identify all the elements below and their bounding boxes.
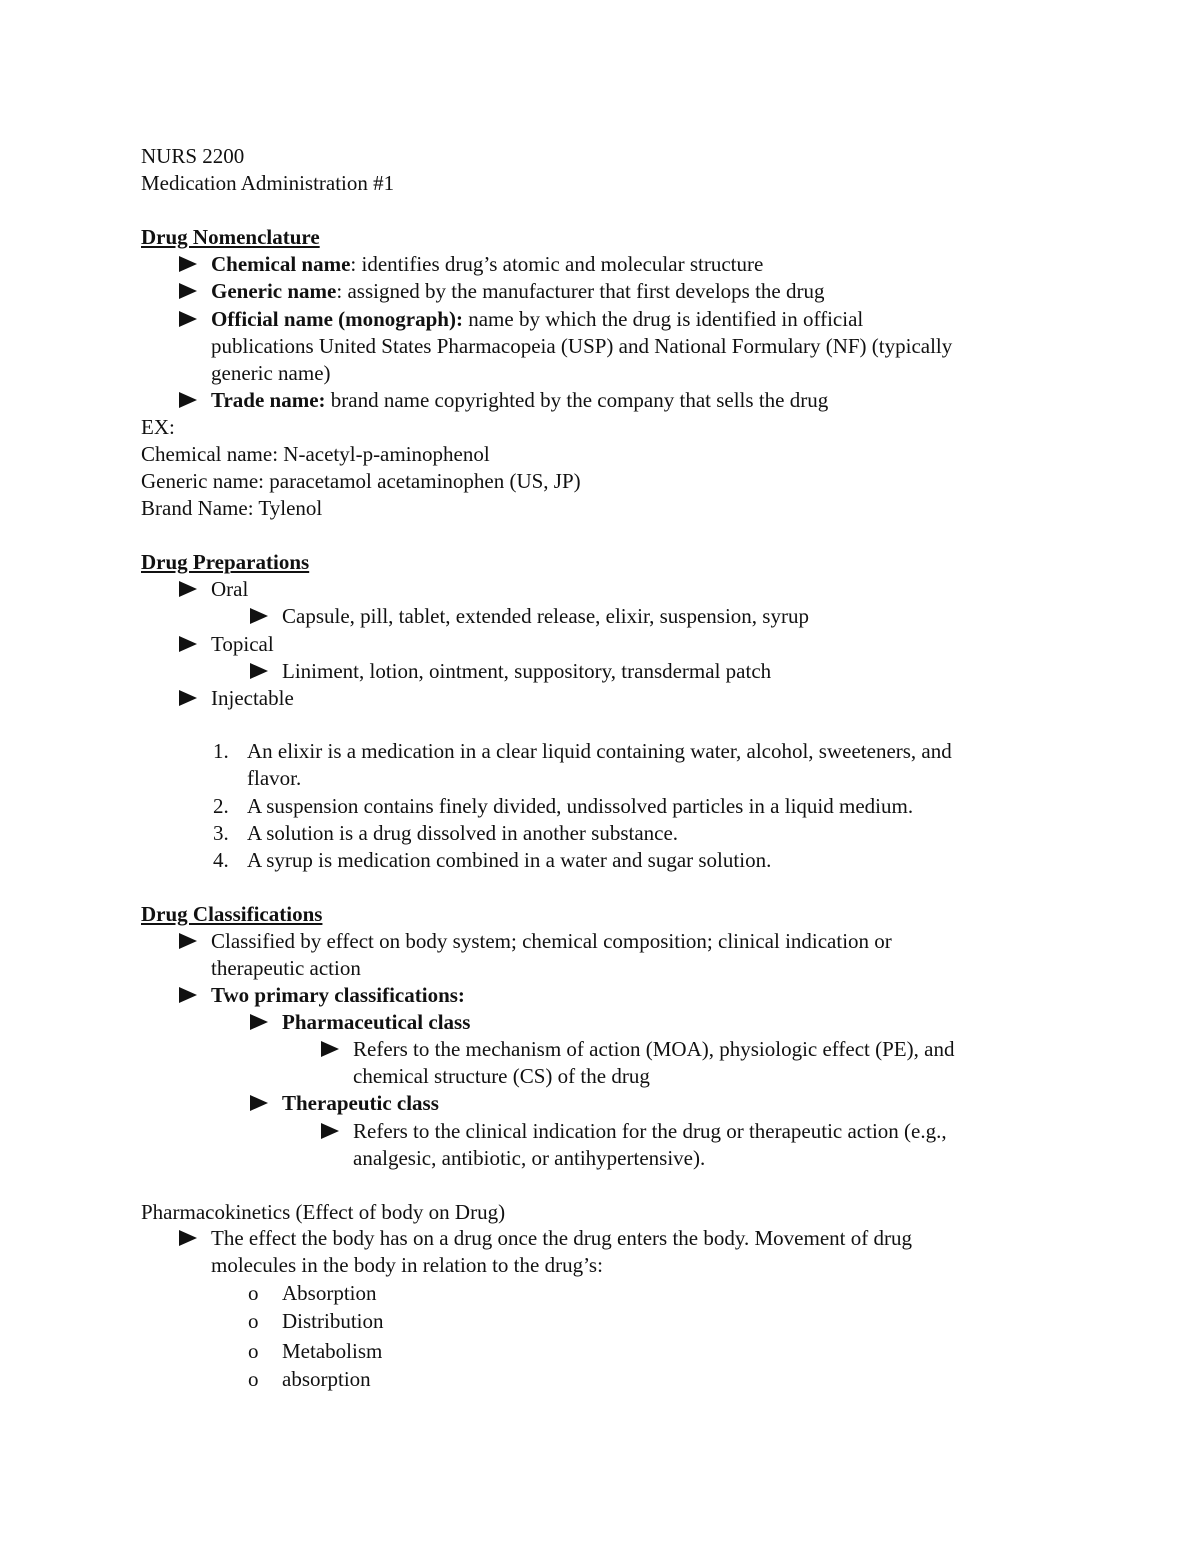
numbered-item: A suspension contains finely divided, undissolved particles in a liquid medium. (247, 794, 914, 818)
document-title: Medication Administration #1 (141, 171, 395, 195)
classification-item-cont: therapeutic action (211, 956, 361, 980)
heading-nomenclature: Drug Nomenclature (141, 225, 320, 249)
term-label: Trade name: (211, 388, 326, 412)
term-label: Official name (monograph): (211, 307, 463, 331)
numbered-marker: 1. (213, 739, 229, 763)
arrow-bullet-icon (179, 256, 197, 272)
arrow-bullet-icon (179, 283, 197, 299)
heading-preparations: Drug Preparations (141, 550, 310, 574)
arrow-bullet-icon (179, 987, 197, 1003)
therapeutic-desc-cont: analgesic, antibiotic, or antihypertensive). (353, 1146, 706, 1170)
nomenclature-item-chemical: Chemical name: identifies drug’s atomic and molecular structure (211, 252, 764, 276)
arrow-bullet-icon (179, 392, 197, 408)
arrow-bullet-icon (321, 1123, 339, 1139)
pk-item: Metabolism (282, 1339, 383, 1363)
arrow-bullet-icon (250, 663, 268, 679)
circle-bullet-marker: o (248, 1339, 259, 1363)
term-text: assigned by the manufacturer that first develops the drug (347, 279, 825, 303)
term-text: identifies drug’s atomic and molecular structure (361, 252, 764, 276)
arrow-bullet-icon (179, 933, 197, 949)
numbered-item: A syrup is medication combined in a water and sugar solution. (247, 848, 772, 872)
numbered-marker: 4. (213, 848, 229, 872)
pk-item: Absorption (282, 1281, 377, 1305)
arrow-bullet-icon (179, 1230, 197, 1246)
term-text: brand name copyrighted by the company that sells the drug (330, 388, 829, 412)
arrow-bullet-icon (179, 581, 197, 597)
classification-item: Classified by effect on body system; chemical composition; clinical indication or (211, 929, 892, 953)
arrow-bullet-icon (250, 1095, 268, 1111)
numbered-item-cont: flavor. (247, 766, 302, 790)
arrow-bullet-icon (321, 1041, 339, 1057)
example-label: EX: (141, 415, 175, 439)
pharmacokinetics-desc-cont: molecules in the body in relation to the drug’s: (211, 1253, 603, 1277)
therapeutic-desc: Refers to the clinical indication for the drug or therapeutic action (e.g., (353, 1119, 947, 1143)
prep-oral: Oral (211, 577, 249, 601)
term-label: Chemical name (211, 252, 351, 276)
classification-primary: Two primary classifications: (211, 983, 465, 1007)
example-generic: Generic name: paracetamol acetaminophen (US, JP) (141, 469, 581, 493)
circle-bullet-marker: o (248, 1281, 259, 1305)
prep-topical-sub: Liniment, lotion, ointment, suppository, transdermal patch (282, 659, 772, 683)
course-code: NURS 2200 (141, 144, 245, 168)
pharmaceutical-desc: Refers to the mechanism of action (MOA), physiologic effect (PE), and (353, 1037, 955, 1061)
arrow-bullet-icon (179, 690, 197, 706)
example-chemical: Chemical name: N-acetyl-p-aminophenol (141, 442, 490, 466)
arrow-bullet-icon (250, 1014, 268, 1030)
nomenclature-item-official-cont: publications United States Pharmacopeia (USP) and National Formulary (NF) (typically (211, 334, 953, 358)
numbered-marker: 3. (213, 821, 229, 845)
circle-bullet-marker: o (248, 1309, 259, 1333)
prep-oral-sub: Capsule, pill, tablet, extended release, elixir, suspension, syrup (282, 604, 809, 628)
pk-item: absorption (282, 1367, 371, 1391)
pharmaceutical-desc-cont: chemical structure (CS) of the drug (353, 1064, 650, 1088)
pharmaceutical-class: Pharmaceutical class (282, 1010, 471, 1034)
heading-pharmacokinetics: Pharmacokinetics (Effect of body on Drug) (141, 1200, 506, 1224)
prep-injectable: Injectable (211, 686, 294, 710)
circle-bullet-marker: o (248, 1367, 259, 1391)
arrow-bullet-icon (179, 311, 197, 327)
nomenclature-item-trade (211, 387, 828, 414)
numbered-item: An elixir is a medication in a clear liquid containing water, alcohol, sweeteners, and (247, 739, 952, 763)
example-brand: Brand Name: Tylenol (141, 496, 323, 520)
numbered-marker: 2. (213, 794, 229, 818)
nomenclature-item-generic: Generic name: assigned by the manufacturer that first develops the drug (211, 279, 825, 303)
pharmacokinetics-desc: The effect the body has on a drug once the drug enters the body. Movement of drug (211, 1226, 912, 1250)
arrow-bullet-icon (250, 608, 268, 624)
therapeutic-class: Therapeutic class (282, 1091, 439, 1115)
nomenclature-item-official-cont: generic name) (211, 361, 331, 385)
pk-item: Distribution (282, 1309, 384, 1333)
heading-classifications: Drug Classifications (141, 902, 323, 926)
numbered-item: A solution is a drug dissolved in another substance. (247, 821, 679, 845)
prep-topical: Topical (211, 632, 274, 656)
term-label: Generic name (211, 279, 337, 303)
term-text: name by which the drug is identified in official (468, 307, 864, 331)
nomenclature-item-official (211, 306, 863, 333)
arrow-bullet-icon (179, 636, 197, 652)
